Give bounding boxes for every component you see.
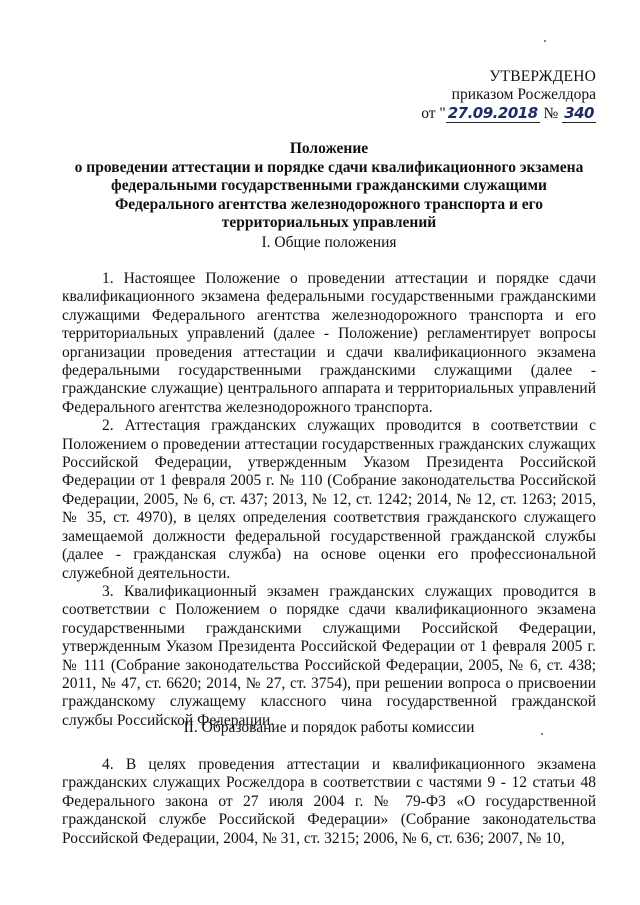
paragraph-1: 1. Настоящее Положение о проведении аттестации и порядке сдачи квалификационного экзамена федеральными государственными гражданскими служащими Федерального агентства железнодорожного транспорта и его территориальных управлений (далее - Положение) регламентирует вопросы организации проведения аттестации и сдачи квалификационного экзамена федеральными государственными гражданскими служащими (далее - гражданские служащие) центрального аппарата и территориальных управлений Федерального агентства железнодорожного транспорта. <box>62 270 596 416</box>
order-date-number-line <box>421 104 596 123</box>
handwritten-number: 340 <box>564 104 594 122</box>
section-2-body <box>62 756 596 848</box>
approved-by-order: приказом Росжелдора <box>451 86 596 103</box>
handwritten-date: 27.09.2018 <box>447 104 538 122</box>
scan-speck <box>544 40 546 42</box>
title-line-2: о проведении аттестации и порядке сдачи квалификационного экзамена <box>74 158 584 176</box>
number-prefix: № <box>543 105 559 122</box>
date-prefix: от " <box>421 105 446 122</box>
section-heading-1: I. Общие положения <box>261 234 397 251</box>
approved-label: УТВЕРЖДЕНО <box>489 68 596 85</box>
paragraph-3: 3. Квалификационный экзамен гражданских служащих проводится в соответствии с Положением о порядке сдачи квалификационного экзамена государственными гражданскими служащими Российской Федерации, утвержденным Указом Президента Российской Федерации от 1 февраля 2005 г. № 111 (Собрание законодательства Российской Федерации, 2005, № 6, ст. 438; 2011, № 47, ст. 6620; 2014, № 27, ст. 3754), при решении вопроса о присвоении гражданскому служащему классного чина государственной гражданской службы Российской Федерации. <box>62 582 596 729</box>
title-line-3: федеральными государственными гражданскими служащими <box>111 177 547 194</box>
section-1-body <box>62 270 596 730</box>
section-heading-2: II. Образование и порядок работы комиссии <box>183 719 475 736</box>
title-line-5: территориальных управлений <box>221 214 437 231</box>
scan-speck <box>541 733 543 735</box>
title-line-4: Федерального агентства железнодорожного транспорта и его <box>114 195 544 213</box>
approval-stamp <box>421 68 596 123</box>
document-title <box>62 140 596 233</box>
title-line-1: Положение <box>289 140 369 157</box>
paragraph-2: 2. Аттестация гражданских служащих проводится в соответствии с Положением о проведении аттестации государственных гражданских служащих Российской Федерации, утвержденным Указом Президента Российской Федерации от 1 февраля 2005 г. № 110 (Собрание законодательства Российской Федерации, 2005, № 6, ст. 437; 2013, № 12, ст. 1242; 2014, № 12, ст. 1263; 2015, № 35, ст. 4970), в целях определения соответствия гражданского служащего замещаемой должности федеральной государственной гражданской службы (далее - гражданская служба) на основе оценки его профессиональной служебной деятельности. <box>62 417 596 582</box>
paragraph-4: 4. В целях проведения аттестации и квалификационного экзамена гражданских служащих Росжелдора в соответствии с частями 9 - 12 статьи 48 Федерального закона от 27 июля 2004 г. № 79-ФЗ «О государственной гражданской службе Российской Федерации» (Собрание законодательства Российской Федерации, 2004, № 31, ст. 3215; 2006, № 6, ст. 636; 2007, № 10, <box>62 756 596 847</box>
